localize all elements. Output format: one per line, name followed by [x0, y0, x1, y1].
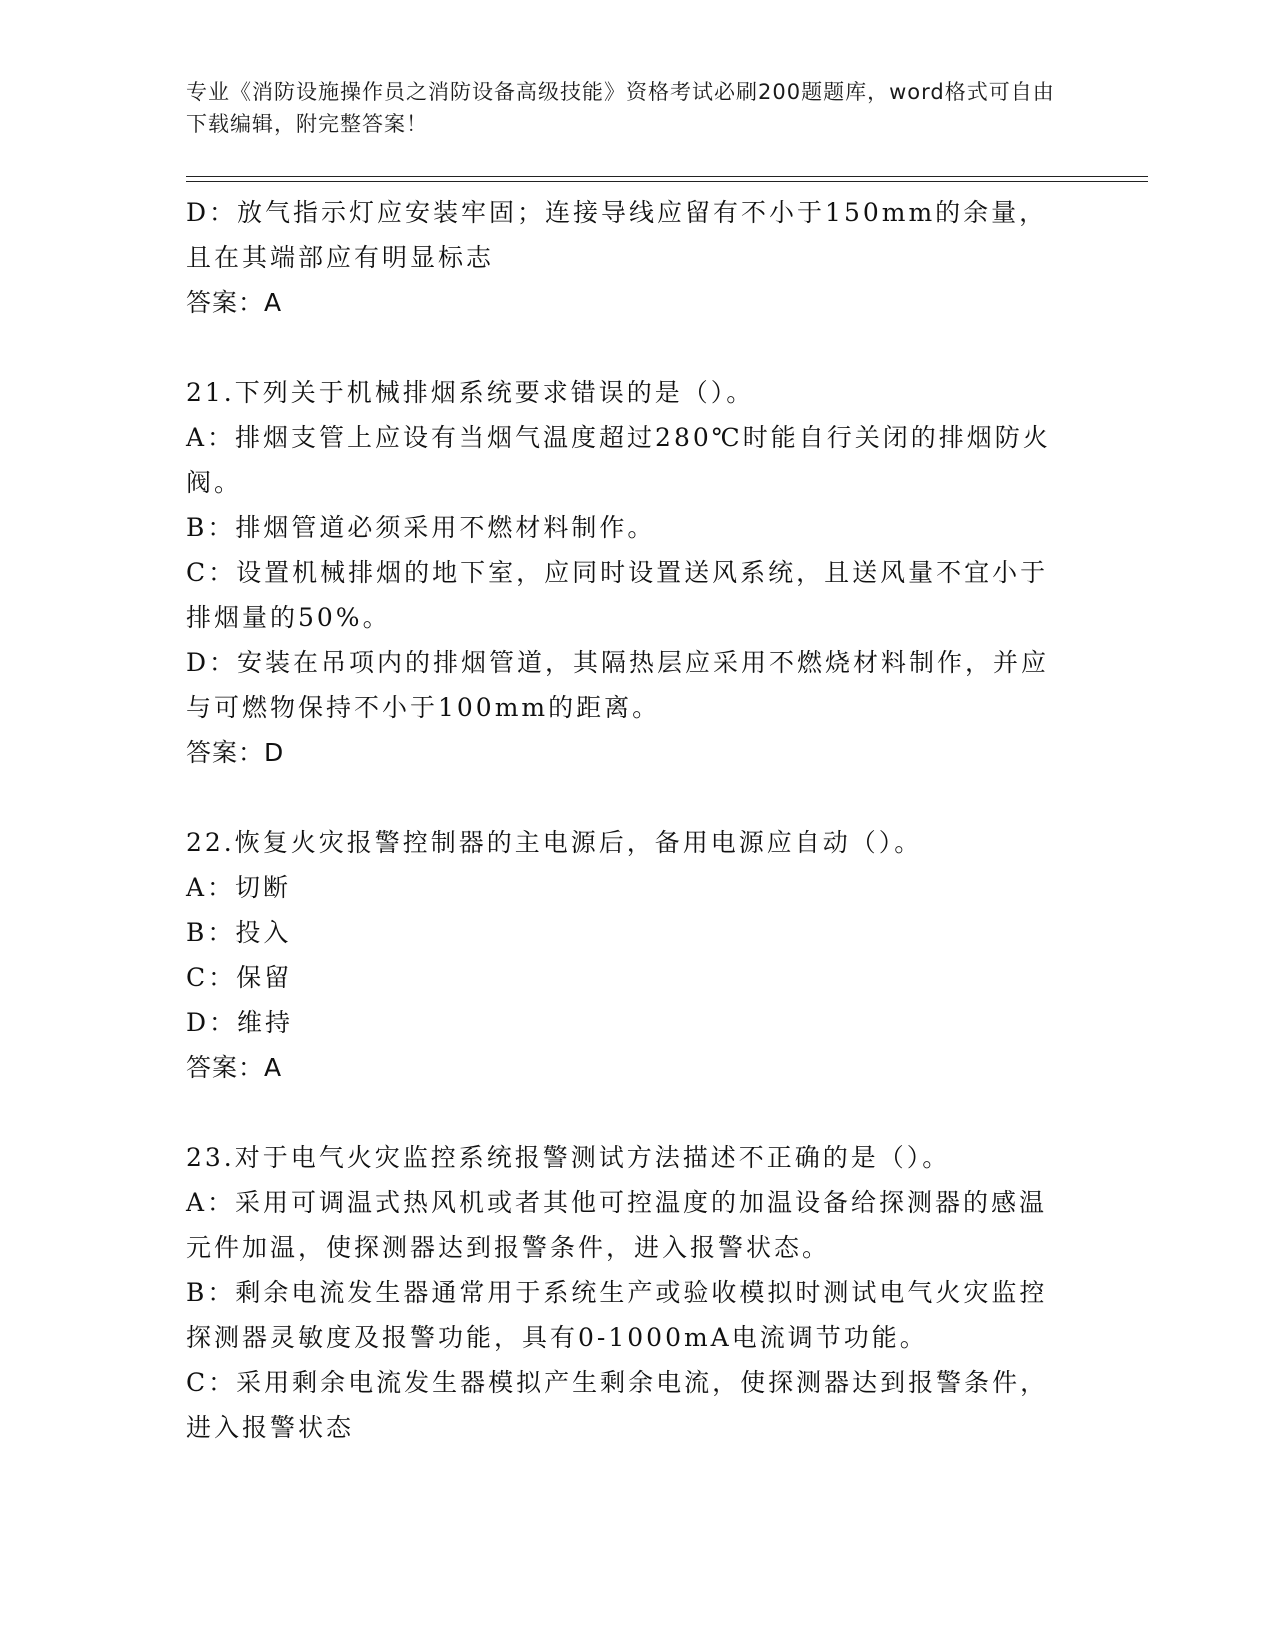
header-divider — [186, 176, 1148, 182]
question-22 — [186, 820, 1066, 1090]
option-a: A：切断 — [186, 873, 292, 902]
option-c: C：设置机械排烟的地下室，应同时设置送风系统，且送风量不宜小于排烟量的50%。 — [186, 558, 1049, 632]
question-stem: 23.对于电气火灾监控系统报警测试方法描述不正确的是（）。 — [186, 1143, 951, 1172]
option-b: B：剩余电流发生器通常用于系统生产或验收模拟时测试电气火灾监控探测器灵敏度及报警功能，具有0-1000mA电流调节功能。 — [186, 1278, 1048, 1352]
option-d: D：安装在吊项内的排烟管道，其隔热层应采用不燃烧材料制作，并应与可燃物保持不小于100mm的距离。 — [186, 648, 1050, 722]
question-stem: 21.下列关于机械排烟系统要求错误的是（）。 — [186, 378, 755, 407]
question-stem: 22.恢复火灾报警控制器的主电源后，备用电源应自动（）。 — [186, 828, 923, 857]
document-body — [186, 190, 1066, 1450]
option-b: B：投入 — [186, 918, 292, 947]
option-d: D：维持 — [186, 1008, 294, 1037]
answer: 答案：A — [186, 1053, 283, 1082]
option-c: C：保留 — [186, 963, 293, 992]
page-header: 专业《消防设施操作员之消防设备高级技能》资格考试必刷200题题库，word格式可自由下载编辑，附完整答案！ — [186, 80, 1055, 136]
option-a: A：排烟支管上应设有当烟气温度超过280℃时能自行关闭的排烟防火阀。 — [186, 423, 1051, 497]
option-b: B：排烟管道必须采用不燃材料制作。 — [186, 513, 656, 542]
answer: 答案：A — [186, 288, 283, 317]
option-d: D：放气指示灯应安装牢固；连接导线应留有不小于150mm的余量，且在其端部应有明显标志 — [186, 198, 1048, 272]
question-21 — [186, 370, 1066, 775]
answer: 答案：D — [186, 738, 285, 767]
continued-question — [186, 190, 1066, 325]
option-a: A：采用可调温式热风机或者其他可控温度的加温设备给探测器的感温元件加温，使探测器达到报警条件，进入报警状态。 — [186, 1188, 1048, 1262]
option-c: C：采用剩余电流发生器模拟产生剩余电流，使探测器达到报警条件，进入报警状态 — [186, 1368, 1049, 1442]
question-23 — [186, 1135, 1066, 1450]
